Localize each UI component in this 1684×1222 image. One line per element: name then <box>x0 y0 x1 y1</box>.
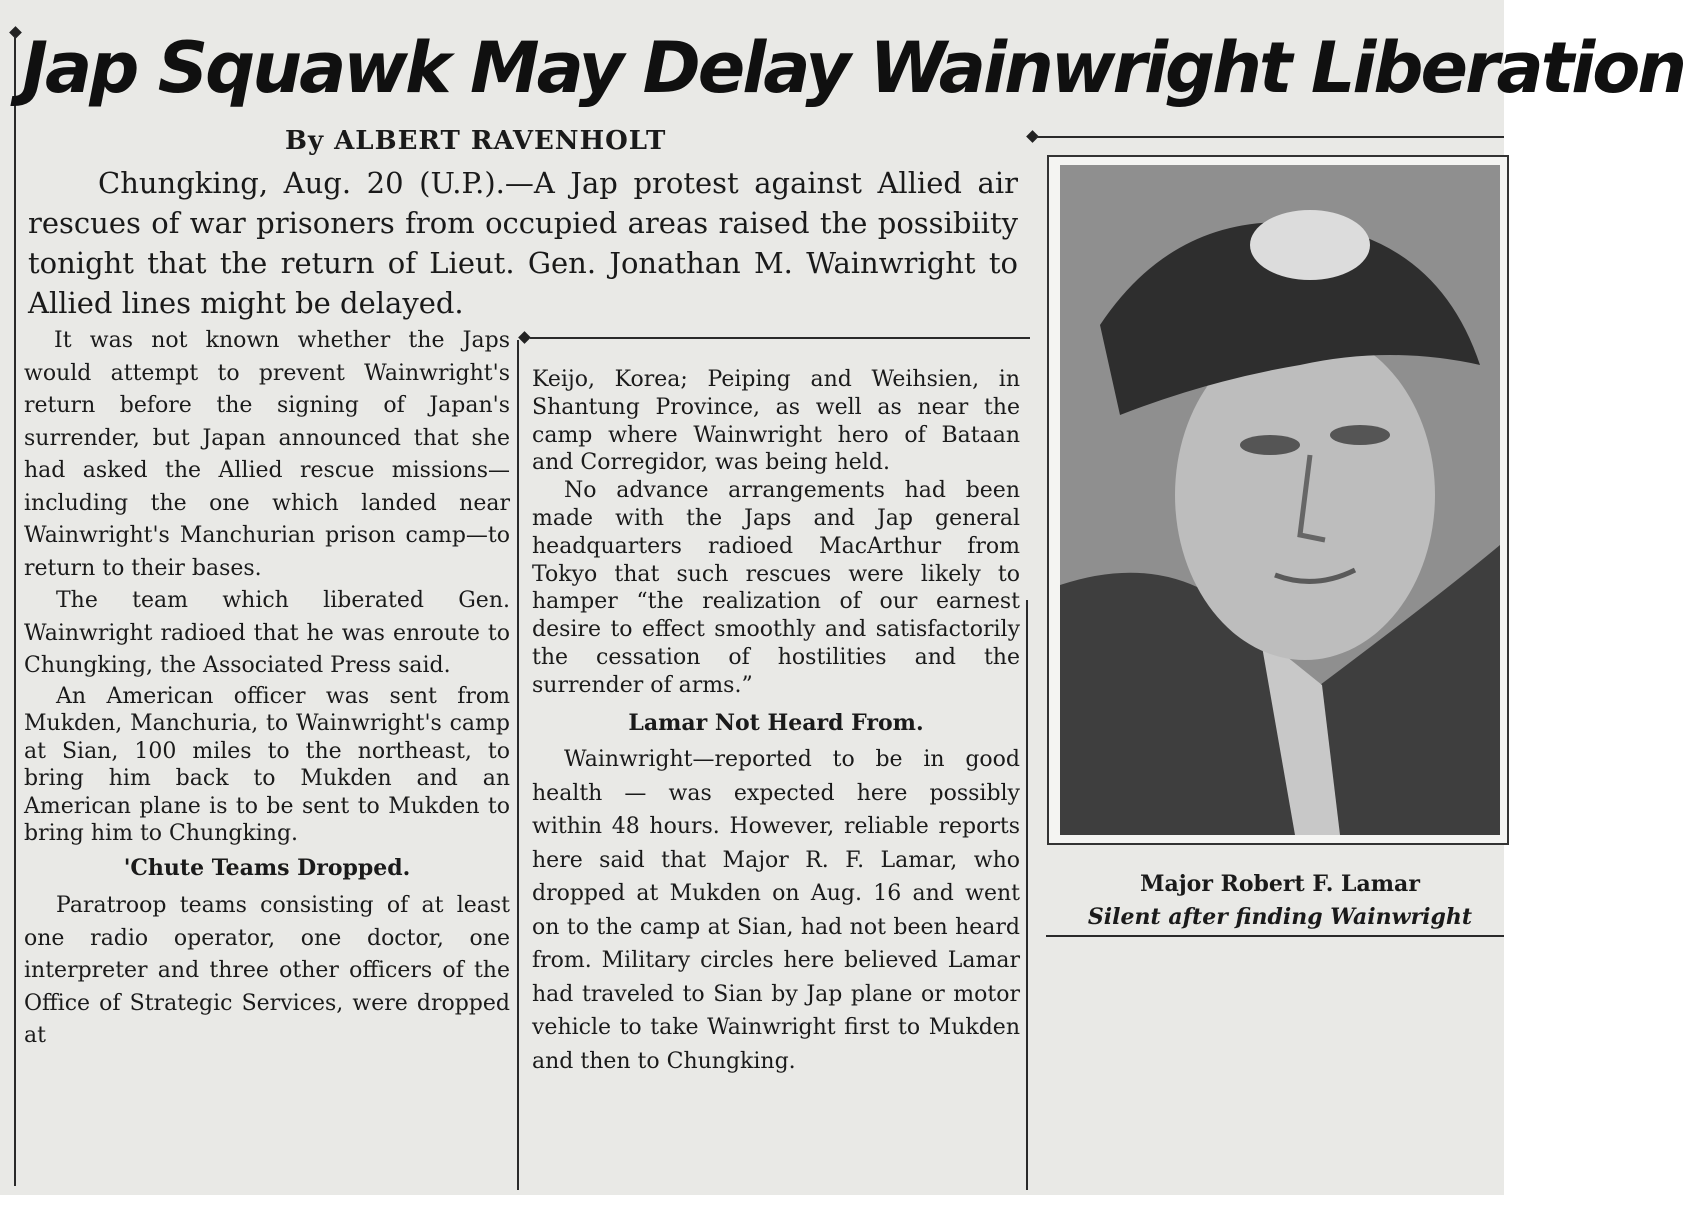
subheading: 'Chute Teams Dropped. <box>123 854 411 881</box>
column-right <box>532 366 1020 1078</box>
portrait-image-icon <box>1060 165 1500 835</box>
column-divider-right <box>1026 600 1028 1190</box>
paragraph: Paratroop teams consisting of at least one radio operator, one doctor, one interpreter and three other officers of the Office of Strategic Services, were dropped at <box>24 893 510 1048</box>
column-top-rule <box>530 337 1030 339</box>
paragraph: The team which liberated Gen. Wainwright radioed that he was enroute to Chungking, the Associated Press said. <box>24 588 510 678</box>
paragraph: No advance arrangements had been made with the Japs and Jap general headquarters radioed MacArthur from Tokyo that such rescues were likely to hamper “the realization of our earnest desire to effect smoothly and satisfactorily the cessation of hostilities and the surrender of arms.” <box>532 478 1020 698</box>
paragraph: An American officer was sent from Mukden, Manchuria, to Wainwright's camp at Sian, 100 miles to the northeast, to bring him back to Mukden and an American plane is to be sent to Mukden to bring him to Chungking. <box>24 683 510 846</box>
caption-bottom-rule <box>1046 935 1504 937</box>
caption-name: Major Robert F. Lamar <box>1140 871 1420 897</box>
lead-paragraph: Chungking, Aug. 20 (U.P.).—A Jap protest against Allied air rescues of war prisoners from occupied areas raised the possibiity tonight that the return of Lieut. Gen. Jonathan M. Wainwright to Allied lines might be delayed. <box>28 166 1018 320</box>
photo-caption <box>1050 868 1510 934</box>
photo-top-rule <box>1036 136 1504 138</box>
paragraph: Wainwright—reported to be in good health — was expected here possibly within 48 hours. However, reliable reports here said that Major R. F. Lamar, who dropped at Mukden on Aug. 16 and went on to the camp at Sian, had not been heard from. Military circles here believed Lamar had traveled to Sian by Jap plane or motor vehicle to take Wainwright first to Mukden and then to Chungking. <box>532 747 1020 1074</box>
paragraph: Keijo, Korea; Peiping and Weihsien, in Shantung Province, as well as near the camp where Wainwright hero of Bataan and Corregidor, was being held. <box>532 367 1020 476</box>
column-divider <box>517 340 519 1190</box>
portrait-photo <box>1060 165 1500 835</box>
left-rule <box>14 36 16 1186</box>
caption-subtitle: Silent after finding Wainwright <box>1087 904 1473 930</box>
paragraph: It was not known whether the Japs would attempt to prevent Wainwright's return before the signing of Japan's surrender, but Japan announced that she had asked the Allied rescue missions—including the one which landed near Wainwright's Manchurian prison camp—to return to their bases. <box>24 328 510 581</box>
headline: Jap Squawk May Delay Wainwright Liberation <box>22 27 1684 109</box>
byline: By ALBERT RAVENHOLT <box>285 126 667 156</box>
subheading: Lamar Not Heard From. <box>628 709 924 736</box>
column-left <box>24 325 510 1053</box>
ornament <box>518 331 531 344</box>
